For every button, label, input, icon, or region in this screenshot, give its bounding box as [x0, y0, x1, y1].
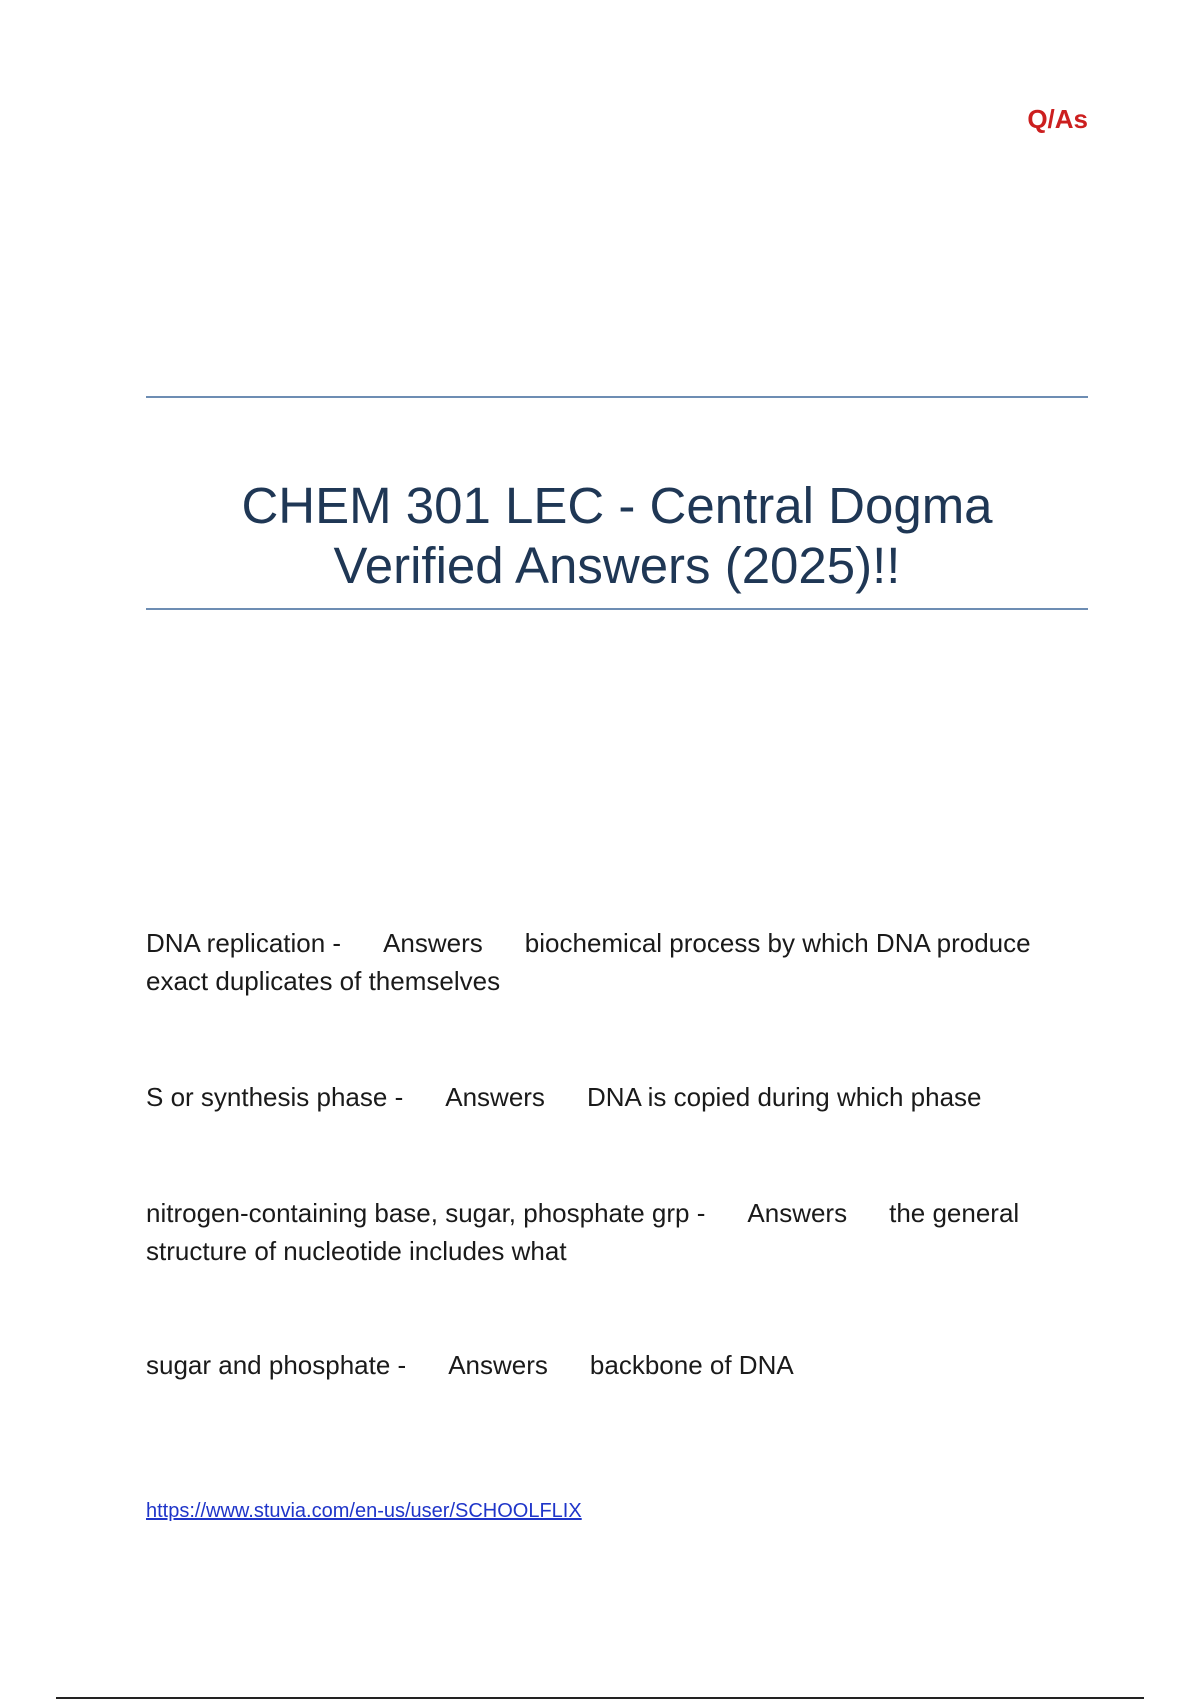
qa-tag: Q/As	[1027, 104, 1088, 134]
qa-answer-label: Answers	[747, 1198, 848, 1228]
qa-answer-label: Answers	[445, 1082, 545, 1112]
qa-term: sugar and phosphate -	[146, 1350, 407, 1380]
qa-definition: the general structure of nucleotide includes what	[146, 1198, 1020, 1266]
qa-item	[146, 924, 1088, 1000]
footer-rule	[56, 1697, 1144, 1699]
qa-definition: backbone of DNA	[589, 1350, 794, 1380]
title-line-1: CHEM 301 LEC - Central Dogma	[241, 477, 993, 534]
qa-definition: biochemical process by which DNA produce exact duplicates of themselves	[146, 928, 1031, 996]
title-top-rule	[146, 396, 1088, 398]
qa-definition: DNA is copied during which phase	[586, 1082, 982, 1112]
author-profile-link[interactable]: https://www.stuvia.com/en-us/user/SCHOOLFLIX	[146, 1500, 582, 1522]
title-line-2: Verified Answers (2025)!!	[333, 537, 901, 594]
qa-answer-label: Answers	[383, 928, 483, 958]
qa-term: DNA replication -	[146, 928, 342, 958]
qa-item	[146, 1078, 1088, 1116]
qa-term: nitrogen-containing base, sugar, phosphate grp -	[146, 1198, 706, 1228]
qa-item	[146, 1194, 1088, 1270]
qa-answer-label: Answers	[448, 1350, 548, 1380]
document-title	[146, 476, 1088, 596]
qa-term: S or synthesis phase -	[146, 1082, 404, 1112]
title-bottom-rule	[146, 608, 1088, 610]
qa-item	[146, 1346, 1088, 1384]
